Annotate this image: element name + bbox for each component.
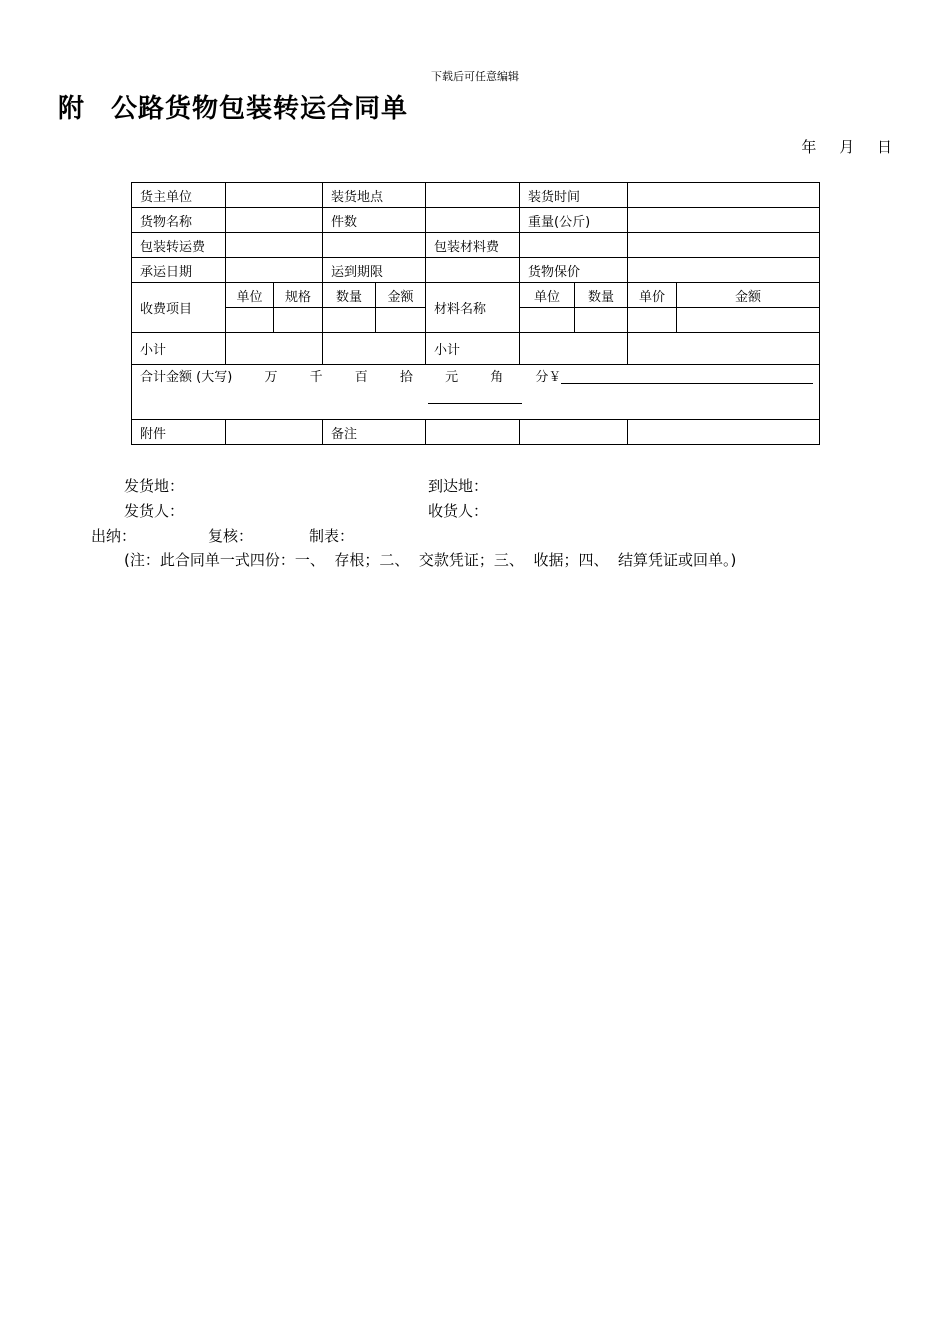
- pieces-label: 件数: [323, 208, 426, 233]
- unit-qian: 千: [309, 370, 323, 385]
- table-row: [132, 420, 820, 445]
- ship-date-label: 承运日期: [132, 258, 226, 283]
- unit-bai: 百: [354, 370, 368, 385]
- attachment-label: 附件: [132, 420, 226, 445]
- spec-header: 规格: [274, 283, 323, 308]
- table-row: [132, 183, 820, 208]
- charge-item-label: 收费项目: [132, 283, 226, 333]
- qty-header: 数量: [323, 283, 376, 308]
- material-price-field[interactable]: [628, 308, 677, 333]
- table-row: [132, 258, 820, 283]
- remark-field-3[interactable]: [628, 420, 820, 445]
- insurance-label: 货物保价: [520, 258, 628, 283]
- unit-header: 单位: [226, 283, 274, 308]
- prepared-label: 制表：: [309, 527, 355, 545]
- material-amount-header: 金额: [677, 283, 820, 308]
- date-year: 年: [801, 138, 817, 156]
- ship-date-field[interactable]: [226, 258, 323, 283]
- load-place-label: 装货地点: [323, 183, 426, 208]
- table-row: [132, 365, 820, 420]
- pieces-field[interactable]: [426, 208, 520, 233]
- deadline-label: 运到期限: [323, 258, 426, 283]
- goods-name-field[interactable]: [226, 208, 323, 233]
- page-title: [58, 88, 408, 125]
- table-row: [132, 208, 820, 233]
- table-row: [132, 283, 820, 308]
- material-fee-label: 包装材料费: [426, 233, 520, 258]
- receiver-label: 收货人：: [428, 502, 489, 520]
- date-month: 月: [839, 138, 855, 156]
- material-qty-field[interactable]: [575, 308, 628, 333]
- remark-field[interactable]: [426, 420, 520, 445]
- date-day: 日: [876, 138, 892, 156]
- weight-label: 重量(公斤): [520, 208, 628, 233]
- weight-field[interactable]: [628, 208, 820, 233]
- copies-note: (注：此合同单一式四份：一、 存根；二、 交款凭证；三、 收据；四、 结算凭证或回单。): [124, 551, 737, 569]
- unit-field[interactable]: [226, 308, 274, 333]
- unit-jiao: 角: [490, 370, 504, 385]
- subtotal-left-field-2[interactable]: [323, 333, 426, 365]
- load-time-label: 装货时间: [520, 183, 628, 208]
- unit-shi: 拾: [399, 370, 413, 385]
- material-unit-header: 单位: [520, 283, 575, 308]
- material-fee-field-2[interactable]: [628, 233, 820, 258]
- unit-yuan: 元: [445, 370, 459, 385]
- material-unit-field[interactable]: [520, 308, 575, 333]
- unit-fen: 分￥: [535, 370, 562, 385]
- amount-underline[interactable]: [561, 371, 813, 384]
- amount-underline-2[interactable]: [428, 395, 522, 404]
- subtotal-right-field-2[interactable]: [628, 333, 820, 365]
- total-label: 合计金额: [140, 370, 193, 385]
- table-row: [132, 333, 820, 365]
- title-main: 公路货物包装转运合同单: [111, 94, 409, 124]
- amount-header: 金额: [376, 283, 426, 308]
- spec-field[interactable]: [274, 308, 323, 333]
- deadline-field[interactable]: [426, 258, 520, 283]
- contract-form-table: [131, 182, 820, 445]
- insurance-field[interactable]: [628, 258, 820, 283]
- unit-wan: 万: [264, 370, 278, 385]
- capital-label: (大写): [196, 370, 233, 385]
- subtotal-left-label: 小计: [132, 333, 226, 365]
- remark-field-2[interactable]: [520, 420, 628, 445]
- subtotal-left-field[interactable]: [226, 333, 323, 365]
- load-time-field[interactable]: [628, 183, 820, 208]
- arrive-label: 到达地：: [428, 477, 489, 495]
- amount-field[interactable]: [376, 308, 426, 333]
- material-qty-header: 数量: [575, 283, 628, 308]
- subtotal-right-field[interactable]: [520, 333, 628, 365]
- pack-fee-label: 包装转运费: [132, 233, 226, 258]
- date-line: [783, 136, 892, 157]
- review-label: 复核：: [208, 527, 254, 545]
- cashier-label: 出纳：: [91, 527, 137, 545]
- table-row: [132, 233, 820, 258]
- load-place-field[interactable]: [426, 183, 520, 208]
- subtotal-right-label: 小计: [426, 333, 520, 365]
- material-name-label: 材料名称: [426, 283, 520, 333]
- material-price-header: 单价: [628, 283, 677, 308]
- goods-name-label: 货物名称: [132, 208, 226, 233]
- total-amount-cell: [132, 365, 820, 420]
- material-fee-field[interactable]: [520, 233, 628, 258]
- shipper-label: 货主单位: [132, 183, 226, 208]
- pack-fee-field[interactable]: [226, 233, 323, 258]
- header-note: 下载后可任意编辑: [431, 70, 519, 83]
- shipper-person-label: 发货人：: [124, 502, 185, 520]
- shipper-field[interactable]: [226, 183, 323, 208]
- ship-from-label: 发货地：: [124, 477, 185, 495]
- attachment-field[interactable]: [226, 420, 323, 445]
- qty-field[interactable]: [323, 308, 376, 333]
- material-amount-field[interactable]: [677, 308, 820, 333]
- pack-fee-field-2[interactable]: [323, 233, 426, 258]
- title-prefix: 附: [58, 94, 86, 124]
- remark-label: 备注: [323, 420, 426, 445]
